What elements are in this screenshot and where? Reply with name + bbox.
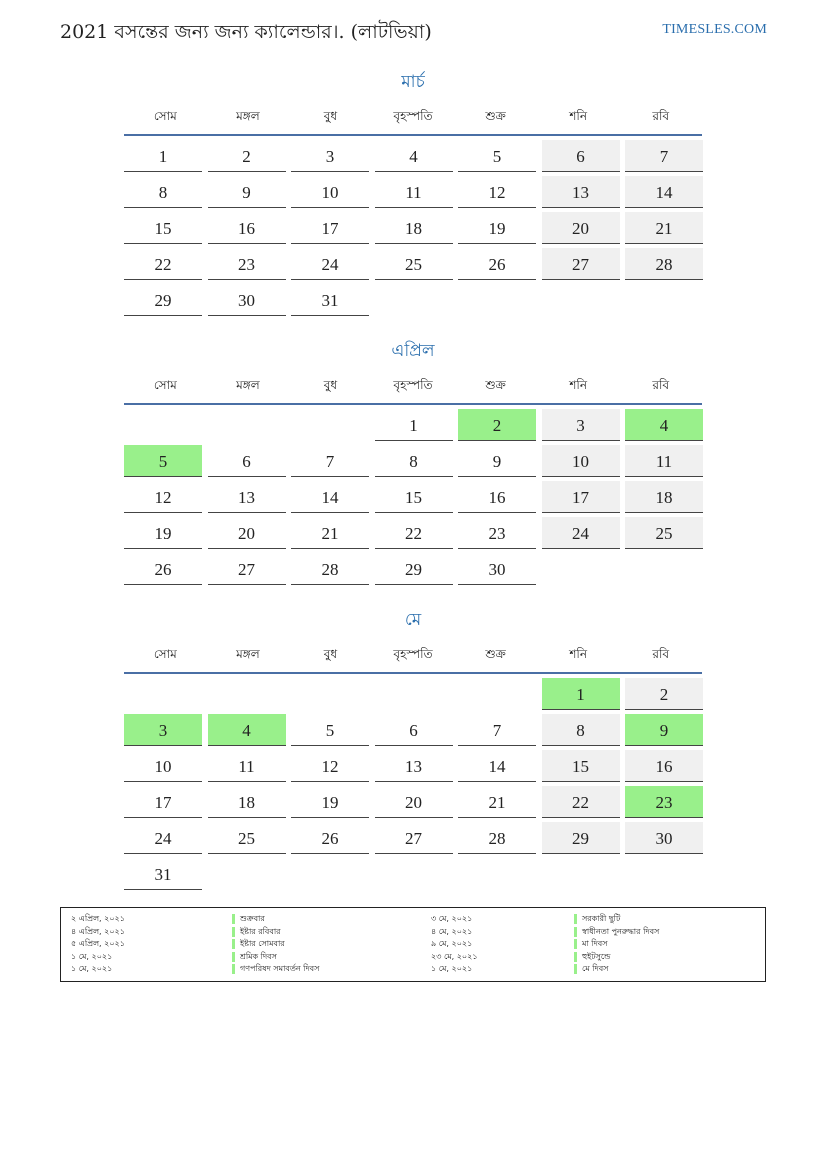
day-cell[interactable]: 18 bbox=[625, 481, 703, 513]
legend-holiday-name: ইষ্টার সোমবার bbox=[240, 939, 285, 949]
month-block bbox=[124, 608, 702, 894]
weekday-label: বৃহস্পতি bbox=[393, 378, 433, 392]
day-grid bbox=[124, 678, 702, 894]
weekday-label: মঙ্গল bbox=[236, 109, 260, 123]
day-cell[interactable]: 8 bbox=[124, 176, 202, 208]
day-cell[interactable]: 6 bbox=[208, 445, 286, 477]
legend-date: ৩ মে, ২০২১ bbox=[431, 914, 473, 923]
day-cell[interactable]: 14 bbox=[458, 750, 536, 782]
day-cell[interactable]: 25 bbox=[375, 248, 453, 280]
day-cell[interactable]: 28 bbox=[625, 248, 703, 280]
day-cell[interactable]: 7 bbox=[625, 140, 703, 172]
day-cell[interactable]: 25 bbox=[208, 822, 286, 854]
day-cell[interactable]: 23 bbox=[208, 248, 286, 280]
weekday-label: শুক্র bbox=[485, 378, 506, 392]
day-grid bbox=[124, 409, 702, 589]
holiday-day-cell[interactable]: 1 bbox=[542, 678, 620, 710]
day-cell[interactable]: 26 bbox=[458, 248, 536, 280]
day-cell[interactable]: 22 bbox=[542, 786, 620, 818]
page-title: 2021 বসন্তের জন্য জন্য ক্যালেন্ডার।. (লাটভিয়া) bbox=[60, 21, 432, 43]
legend-holiday-name: সরকারী ছুটি bbox=[582, 914, 621, 923]
day-cell[interactable]: 21 bbox=[625, 212, 703, 244]
day-cell[interactable]: 10 bbox=[542, 445, 620, 477]
day-cell[interactable]: 23 bbox=[458, 517, 536, 549]
day-cell[interactable]: 4 bbox=[375, 140, 453, 172]
holiday-color-swatch bbox=[574, 964, 577, 974]
day-cell[interactable]: 1 bbox=[375, 409, 453, 441]
legend-date: ১ মে, ২০২১ bbox=[431, 964, 473, 974]
day-cell[interactable]: 21 bbox=[291, 517, 369, 549]
day-cell[interactable]: 11 bbox=[375, 176, 453, 208]
day-cell[interactable]: 7 bbox=[291, 445, 369, 477]
weekday-label: মঙ্গল bbox=[236, 647, 260, 661]
weekday-label: শনি bbox=[569, 647, 588, 661]
day-cell[interactable]: 29 bbox=[124, 284, 202, 316]
day-cell[interactable]: 31 bbox=[291, 284, 369, 316]
holiday-color-swatch bbox=[574, 939, 577, 949]
empty-cell bbox=[375, 678, 453, 710]
day-cell[interactable]: 18 bbox=[208, 786, 286, 818]
day-cell[interactable]: 9 bbox=[458, 445, 536, 477]
day-cell[interactable]: 11 bbox=[625, 445, 703, 477]
holiday-day-cell[interactable]: 4 bbox=[208, 714, 286, 746]
day-cell[interactable]: 30 bbox=[625, 822, 703, 854]
day-cell[interactable]: 12 bbox=[458, 176, 536, 208]
holiday-color-swatch bbox=[574, 952, 577, 962]
day-cell[interactable]: 20 bbox=[375, 786, 453, 818]
weekday-header bbox=[124, 377, 702, 401]
weekday-label: বুধ bbox=[323, 647, 338, 661]
day-cell[interactable]: 31 bbox=[124, 858, 202, 890]
legend-date: ২৩ মে, ২০২১ bbox=[431, 951, 478, 961]
weekday-header bbox=[124, 646, 702, 670]
holiday-color-swatch bbox=[232, 914, 235, 924]
header-rule bbox=[124, 672, 702, 674]
day-cell[interactable]: 5 bbox=[291, 714, 369, 746]
month-title: মার্চ bbox=[401, 72, 425, 92]
holiday-day-cell[interactable]: 2 bbox=[458, 409, 536, 441]
day-cell[interactable]: 26 bbox=[291, 822, 369, 854]
weekday-label: শনি bbox=[569, 109, 588, 123]
day-cell[interactable]: 24 bbox=[291, 248, 369, 280]
day-cell[interactable]: 17 bbox=[542, 481, 620, 513]
weekday-label: বুধ bbox=[323, 109, 338, 123]
month-title: মে bbox=[404, 610, 422, 630]
weekday-header bbox=[124, 108, 702, 132]
day-cell[interactable]: 16 bbox=[208, 212, 286, 244]
holiday-day-cell[interactable]: 9 bbox=[625, 714, 703, 746]
day-cell[interactable]: 28 bbox=[291, 553, 369, 585]
legend-holiday-name: স্বাধীনতা পুনরুদ্ধার দিবস bbox=[582, 926, 660, 936]
legend-date: ৫ এপ্রিল, ২০২১ bbox=[71, 939, 125, 949]
weekday-label: রবি bbox=[652, 109, 670, 123]
day-cell[interactable]: 24 bbox=[124, 822, 202, 854]
weekday-label: শনি bbox=[569, 378, 588, 392]
holiday-color-swatch bbox=[232, 927, 235, 937]
day-cell[interactable]: 19 bbox=[124, 517, 202, 549]
day-cell[interactable]: 22 bbox=[124, 248, 202, 280]
header-rule bbox=[124, 403, 702, 405]
holiday-legend bbox=[60, 907, 766, 982]
day-cell[interactable]: 12 bbox=[124, 481, 202, 513]
empty-cell bbox=[124, 678, 202, 710]
empty-cell bbox=[208, 409, 286, 441]
holiday-day-cell[interactable]: 23 bbox=[625, 786, 703, 818]
legend-holiday-name: শ্রমিক দিবস bbox=[240, 951, 277, 961]
day-cell[interactable]: 30 bbox=[208, 284, 286, 316]
brand-link[interactable]: TIMESLES.COM bbox=[662, 22, 767, 37]
holiday-color-swatch bbox=[574, 927, 577, 937]
weekday-label: বুধ bbox=[323, 378, 338, 392]
empty-cell bbox=[291, 409, 369, 441]
day-cell[interactable]: 14 bbox=[291, 481, 369, 513]
day-cell[interactable]: 13 bbox=[208, 481, 286, 513]
day-cell[interactable]: 2 bbox=[208, 140, 286, 172]
weekday-label: শুক্র bbox=[485, 647, 506, 661]
day-cell[interactable]: 8 bbox=[375, 445, 453, 477]
day-cell[interactable]: 14 bbox=[625, 176, 703, 208]
legend-date: ৯ মে, ২০২১ bbox=[431, 939, 473, 949]
empty-cell bbox=[291, 678, 369, 710]
day-cell[interactable]: 22 bbox=[375, 517, 453, 549]
day-cell[interactable]: 15 bbox=[542, 750, 620, 782]
day-cell[interactable]: 13 bbox=[375, 750, 453, 782]
legend-holiday-name: ইষ্টার রবিবার bbox=[240, 926, 281, 936]
day-cell[interactable]: 21 bbox=[458, 786, 536, 818]
day-cell[interactable]: 29 bbox=[542, 822, 620, 854]
empty-cell bbox=[458, 678, 536, 710]
month-title: এপ্রিল bbox=[391, 341, 435, 361]
legend-holiday-name: গণপরিষদ সমাবর্তন দিবস bbox=[240, 964, 320, 974]
weekday-label: বৃহস্পতি bbox=[393, 109, 433, 123]
holiday-day-cell[interactable]: 5 bbox=[124, 445, 202, 477]
day-cell[interactable]: 27 bbox=[208, 553, 286, 585]
day-cell[interactable]: 15 bbox=[375, 481, 453, 513]
day-cell[interactable]: 25 bbox=[625, 517, 703, 549]
day-cell[interactable]: 3 bbox=[291, 140, 369, 172]
day-cell[interactable]: 27 bbox=[542, 248, 620, 280]
day-cell[interactable]: 10 bbox=[124, 750, 202, 782]
empty-cell bbox=[208, 678, 286, 710]
weekday-label: মঙ্গল bbox=[236, 378, 260, 392]
holiday-day-cell[interactable]: 4 bbox=[625, 409, 703, 441]
header-rule bbox=[124, 134, 702, 136]
weekday-label: বৃহস্পতি bbox=[393, 647, 433, 661]
day-cell[interactable]: 11 bbox=[208, 750, 286, 782]
month-block bbox=[124, 339, 702, 589]
holiday-color-swatch bbox=[232, 939, 235, 949]
day-cell[interactable]: 6 bbox=[542, 140, 620, 172]
day-cell[interactable]: 13 bbox=[542, 176, 620, 208]
day-cell[interactable]: 5 bbox=[458, 140, 536, 172]
empty-cell bbox=[124, 409, 202, 441]
legend-holiday-name: হুইটসুন্ডে bbox=[582, 951, 611, 961]
day-cell[interactable]: 17 bbox=[124, 786, 202, 818]
holiday-day-cell[interactable]: 3 bbox=[124, 714, 202, 746]
day-cell[interactable]: 7 bbox=[458, 714, 536, 746]
day-cell[interactable]: 30 bbox=[458, 553, 536, 585]
legend-date: ১ মে, ২০২১ bbox=[71, 964, 113, 974]
day-cell[interactable]: 2 bbox=[625, 678, 703, 710]
holiday-color-swatch bbox=[574, 914, 577, 924]
day-cell[interactable]: 27 bbox=[375, 822, 453, 854]
day-cell[interactable]: 19 bbox=[291, 786, 369, 818]
day-cell[interactable]: 20 bbox=[542, 212, 620, 244]
day-cell[interactable]: 18 bbox=[375, 212, 453, 244]
day-cell[interactable]: 6 bbox=[375, 714, 453, 746]
day-cell[interactable]: 3 bbox=[542, 409, 620, 441]
legend-date: ১ মে, ২০২১ bbox=[71, 951, 113, 961]
legend-date: ৪ এপ্রিল, ২০২১ bbox=[71, 926, 125, 936]
weekday-label: সোম bbox=[153, 378, 177, 392]
legend-holiday-name: মা দিবস bbox=[582, 939, 608, 949]
day-cell[interactable]: 10 bbox=[291, 176, 369, 208]
day-cell[interactable]: 28 bbox=[458, 822, 536, 854]
day-cell[interactable]: 9 bbox=[208, 176, 286, 208]
legend-date: ৪ মে, ২০২১ bbox=[431, 926, 473, 936]
weekday-label: রবি bbox=[652, 647, 670, 661]
weekday-label: রবি bbox=[652, 378, 670, 392]
day-cell[interactable]: 20 bbox=[208, 517, 286, 549]
day-cell[interactable]: 8 bbox=[542, 714, 620, 746]
legend-holiday-name: মে দিবস bbox=[582, 964, 609, 974]
day-cell[interactable]: 24 bbox=[542, 517, 620, 549]
day-grid bbox=[124, 140, 702, 320]
day-cell[interactable]: 17 bbox=[291, 212, 369, 244]
day-cell[interactable]: 16 bbox=[458, 481, 536, 513]
day-cell[interactable]: 29 bbox=[375, 553, 453, 585]
holiday-color-swatch bbox=[232, 964, 235, 974]
weekday-label: শুক্র bbox=[485, 109, 506, 123]
day-cell[interactable]: 15 bbox=[124, 212, 202, 244]
day-cell[interactable]: 16 bbox=[625, 750, 703, 782]
day-cell[interactable]: 19 bbox=[458, 212, 536, 244]
legend-date: ২ এপ্রিল, ২০২১ bbox=[71, 914, 125, 923]
weekday-label: সোম bbox=[153, 109, 177, 123]
holiday-color-swatch bbox=[232, 952, 235, 962]
weekday-label: সোম bbox=[153, 647, 177, 661]
month-block bbox=[124, 70, 702, 320]
legend-holiday-name: শুক্রবার bbox=[240, 914, 265, 923]
day-cell[interactable]: 12 bbox=[291, 750, 369, 782]
day-cell[interactable]: 1 bbox=[124, 140, 202, 172]
day-cell[interactable]: 26 bbox=[124, 553, 202, 585]
